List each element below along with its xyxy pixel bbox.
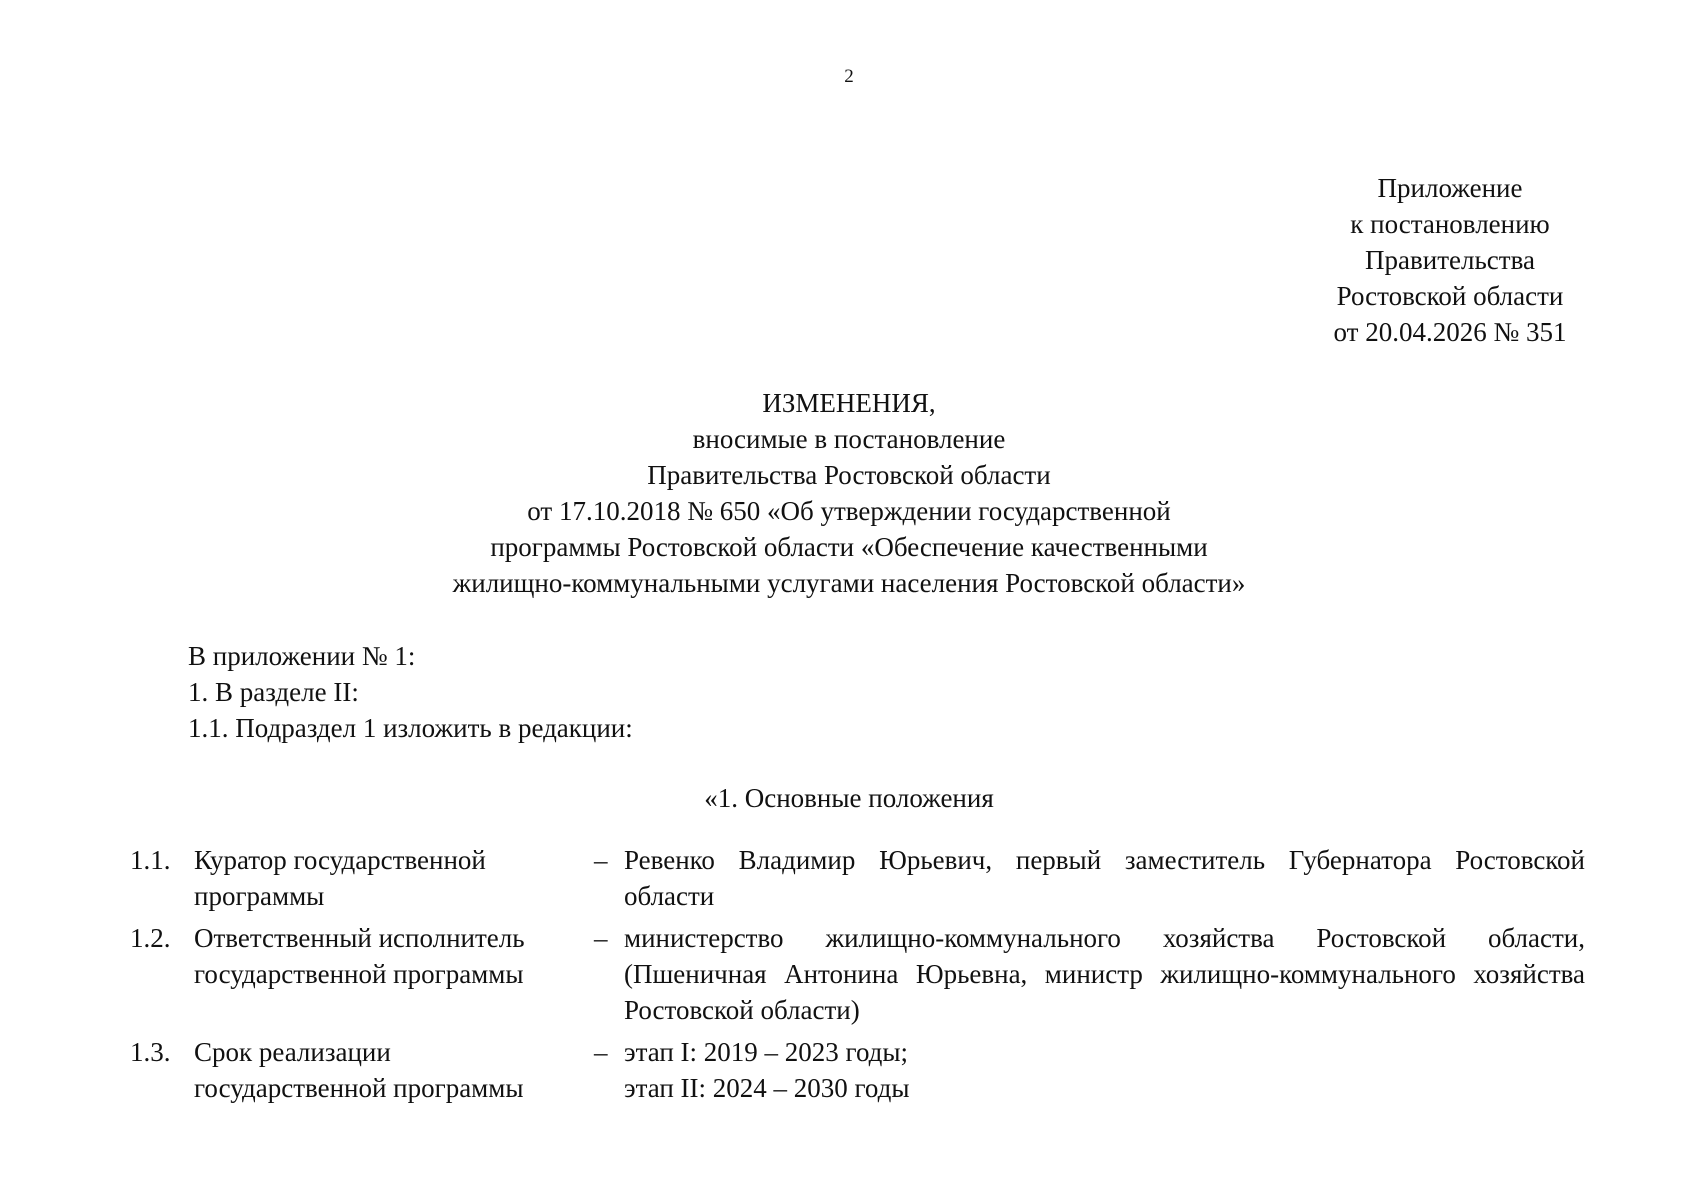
title-heading: ИЗМЕНЕНИЯ, bbox=[762, 388, 936, 418]
provision-number: 1.3. bbox=[130, 1037, 171, 1067]
intro-line: 1. В разделе II: bbox=[188, 677, 359, 707]
provision-row-1-3 bbox=[130, 1034, 1585, 1106]
provision-value-line: этап II: 2024 – 2030 годы bbox=[624, 1073, 910, 1103]
provision-value bbox=[624, 920, 1585, 1028]
provision-label-line: Ответственный исполнитель bbox=[194, 923, 525, 953]
provision-label-line: Срок реализации bbox=[194, 1037, 391, 1067]
provision-dash: – bbox=[594, 845, 608, 875]
title-line: вносимые в постановление bbox=[692, 424, 1006, 454]
provision-dash: – bbox=[594, 923, 608, 953]
provision-row-1-2 bbox=[130, 920, 1585, 1028]
intro-line: В приложении № 1: bbox=[188, 641, 416, 671]
section-heading: «1. Основные положения bbox=[704, 783, 994, 813]
provision-value-line: области bbox=[624, 881, 715, 911]
intro-line: 1.1. Подраздел 1 изложить в редакции: bbox=[188, 713, 633, 743]
provision-label-line: Куратор государственной bbox=[194, 845, 486, 875]
provision-label-line: программы bbox=[194, 881, 325, 911]
provision-value bbox=[624, 842, 1585, 914]
provision-row-1-1 bbox=[130, 842, 1585, 914]
title-line: программы Ростовской области «Обеспечение качественными bbox=[490, 532, 1208, 562]
provision-value bbox=[624, 1034, 1585, 1106]
appendix-block bbox=[1285, 170, 1615, 350]
appendix-line: к постановлению bbox=[1350, 209, 1550, 239]
provision-value-line: Ростовской области) bbox=[624, 995, 860, 1025]
intro-block bbox=[188, 638, 633, 746]
provision-value-line: министерство жилищно-коммунального хозяйства Ростовской области, bbox=[624, 923, 1585, 953]
provision-value-line: Ревенко Владимир Юрьевич, первый заместитель Губернатора Ростовской bbox=[624, 845, 1585, 875]
provision-number: 1.1. bbox=[130, 845, 171, 875]
title-line: от 17.10.2018 № 650 «Об утверждении государственной bbox=[527, 496, 1171, 526]
provision-number: 1.2. bbox=[130, 923, 171, 953]
document-title bbox=[0, 385, 1698, 601]
provision-label bbox=[194, 842, 594, 914]
provision-label-line: государственной программы bbox=[194, 959, 524, 989]
provision-dash: – bbox=[594, 1037, 608, 1067]
provision-label bbox=[194, 1034, 594, 1106]
appendix-line: Приложение bbox=[1377, 173, 1523, 203]
appendix-date-number: от 20.04.2026 № 351 bbox=[1333, 317, 1567, 347]
title-line: Правительства Ростовской области bbox=[647, 460, 1051, 490]
provision-label-line: государственной программы bbox=[194, 1073, 524, 1103]
appendix-line: Правительства bbox=[1365, 245, 1535, 275]
page-number: 2 bbox=[844, 66, 854, 87]
provision-value-line: этап I: 2019 – 2023 годы; bbox=[624, 1037, 909, 1067]
provision-label bbox=[194, 920, 594, 1028]
provisions-table bbox=[130, 842, 1585, 1112]
title-line: жилищно-коммунальными услугами населения Ростовской области» bbox=[452, 568, 1246, 598]
provision-value-line: (Пшеничная Антонина Юрьевна, министр жилищно-коммунального хозяйства bbox=[624, 959, 1585, 989]
appendix-line: Ростовской области bbox=[1336, 281, 1564, 311]
